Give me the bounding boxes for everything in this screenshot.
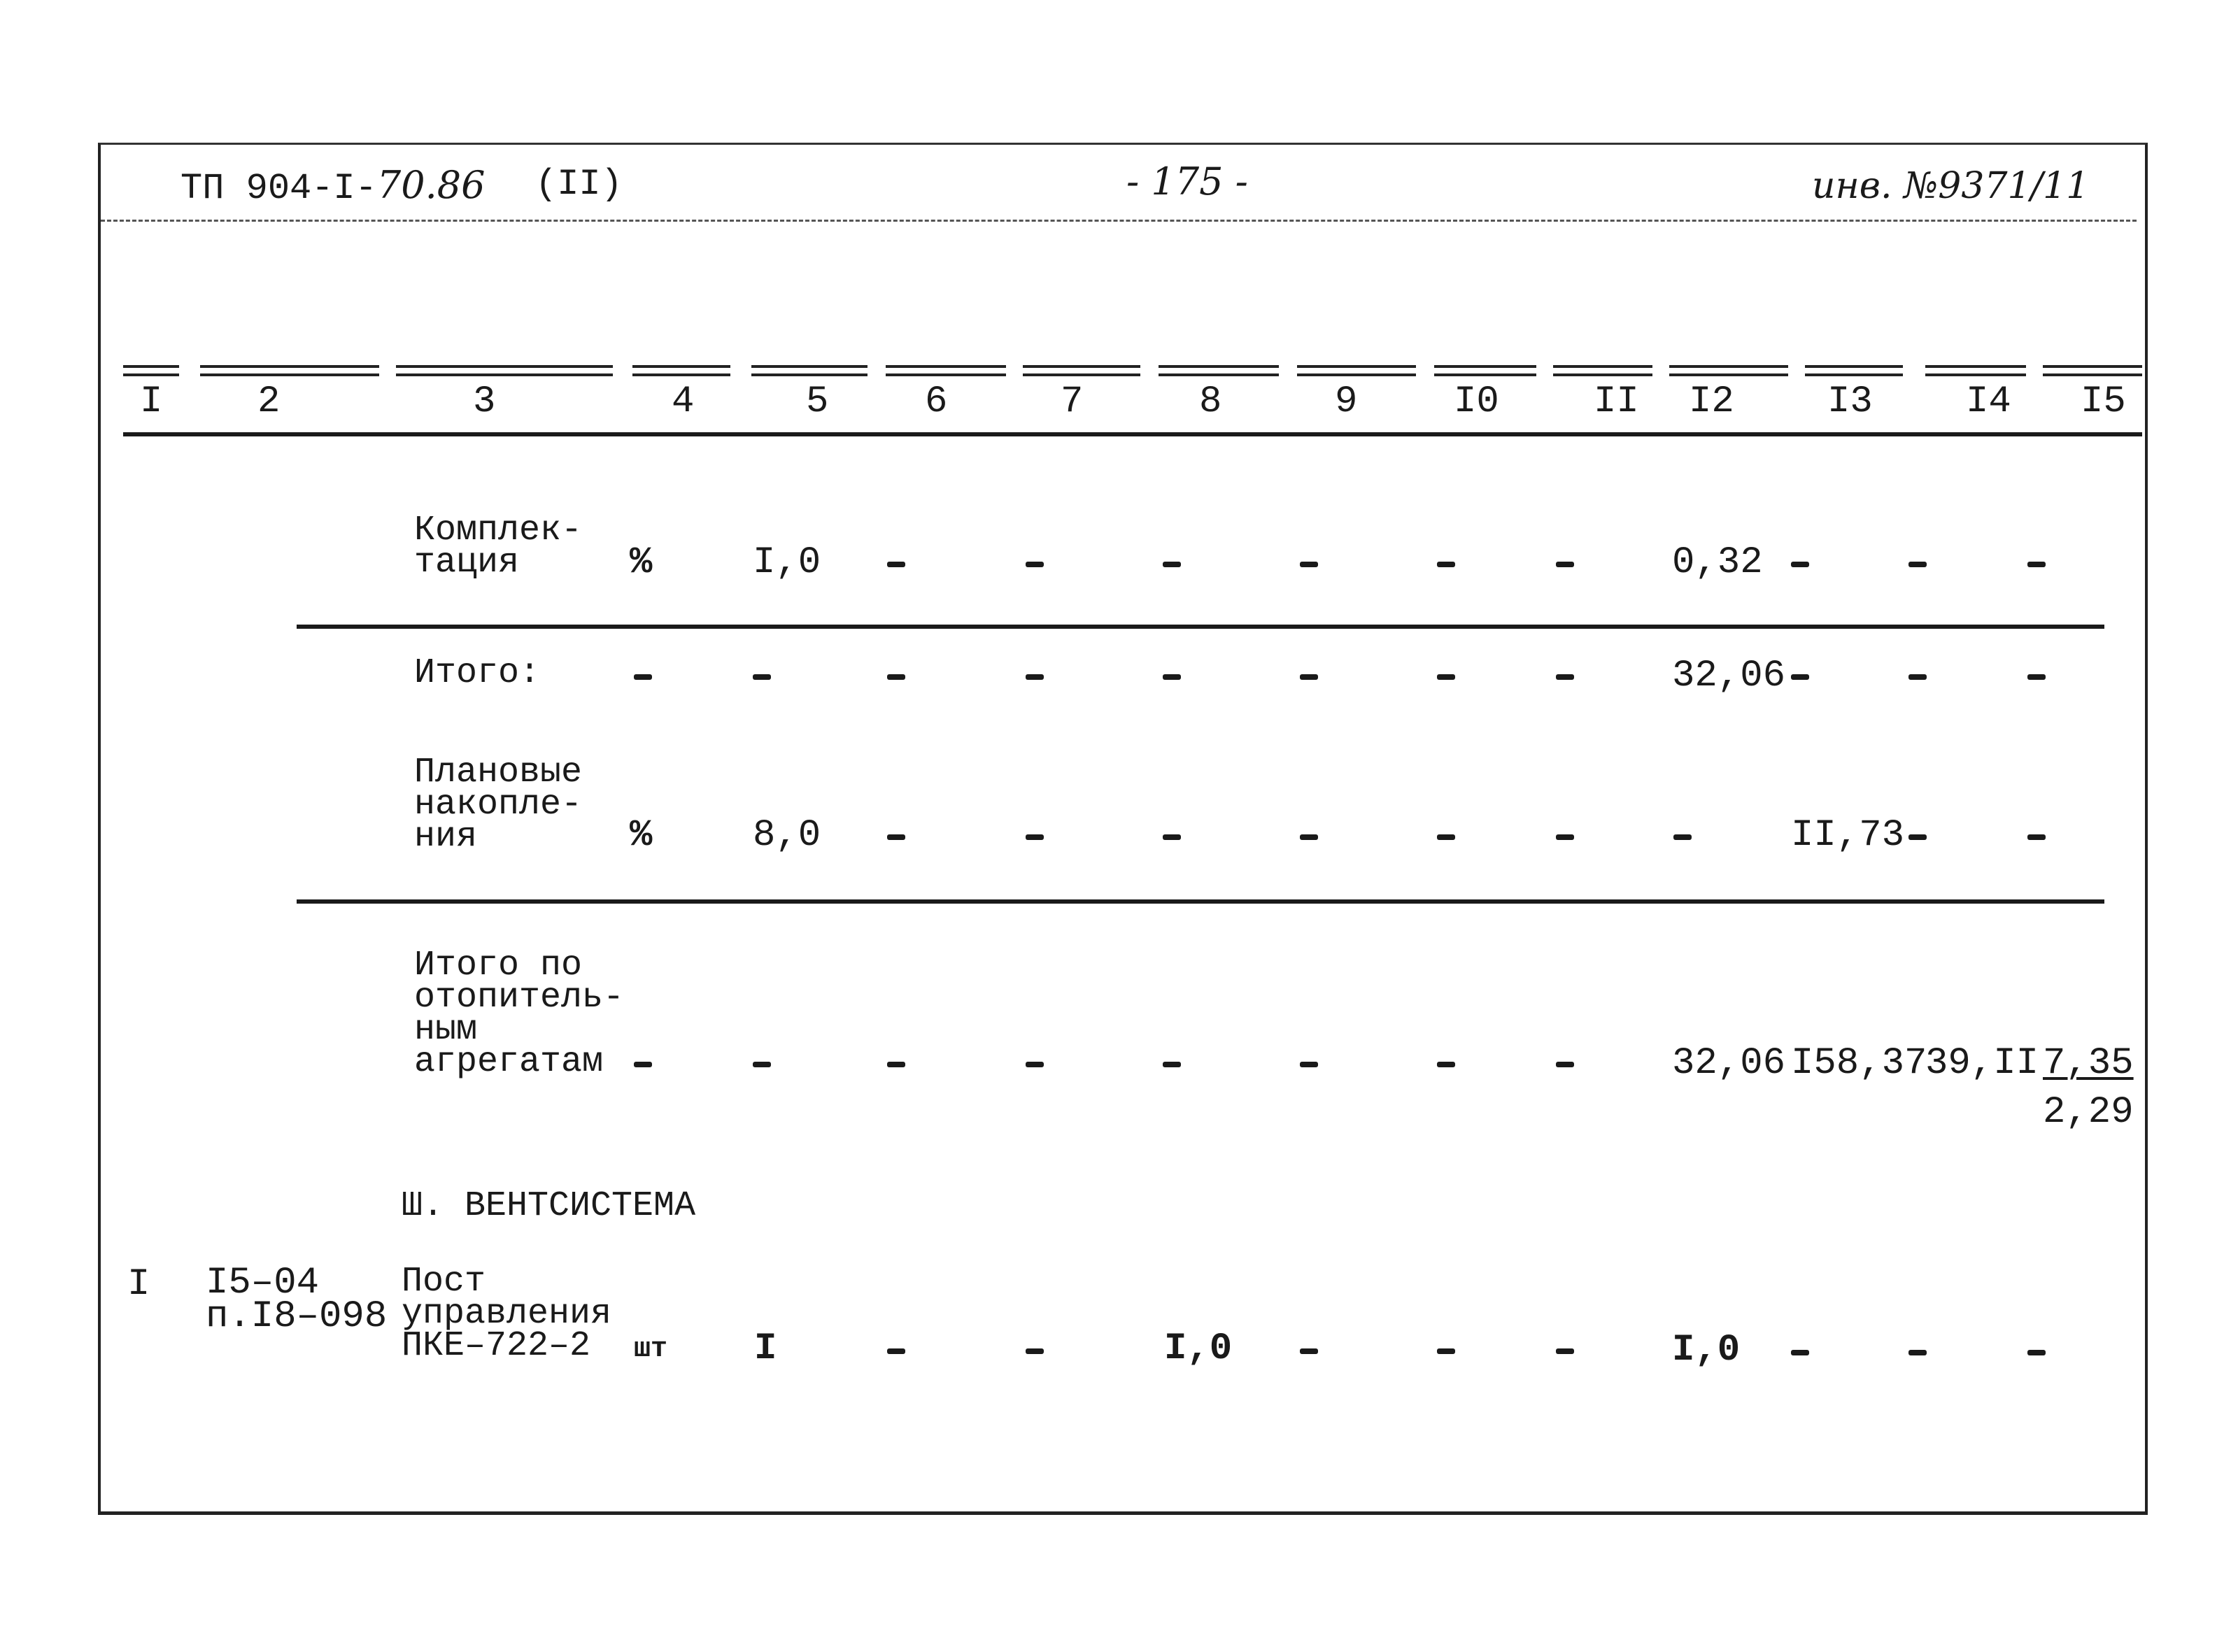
row-unit: % [630,541,653,584]
row-value-col13: I58,37 [1791,1042,1927,1085]
row-value-col12: 0,32 [1672,541,1763,584]
empty-cell-dash [1026,834,1044,840]
row-unit: шт [634,1334,668,1365]
column-header-15: I5 [2081,380,2126,423]
column-header-13: I3 [1827,380,1873,423]
empty-cell-dash [1163,562,1181,567]
column-header-4: 4 [672,380,695,423]
empty-cell-dash [2027,1350,2046,1355]
header-rule [2043,365,2142,376]
header-rule [1805,365,1903,376]
row-value-col12: I,0 [1672,1329,1741,1372]
header-bottom-rule [123,432,2142,436]
page-number: - 175 - [1126,159,1248,204]
header-divider [101,220,2137,222]
header-rule [1434,365,1536,376]
empty-cell-dash [2027,674,2046,680]
row-index: I [127,1263,150,1306]
empty-cell-dash [1556,674,1574,680]
column-header-5: 5 [806,380,829,423]
empty-cell-dash [1908,834,1927,840]
column-header-7: 7 [1061,380,1084,423]
empty-cell-dash [2027,834,2046,840]
empty-cell-dash [1437,1348,1455,1354]
empty-cell-dash [1437,1062,1455,1067]
empty-cell-dash [1026,1062,1044,1067]
empty-cell-dash [634,674,652,680]
header-rule [632,365,730,376]
empty-cell-dash [1556,562,1574,567]
row-code-line2: п.I8–098 [206,1295,388,1338]
empty-cell-dash [1437,562,1455,567]
empty-cell-dash [1908,1350,1927,1355]
row-value-col15-denominator: 2,29 [2043,1091,2134,1134]
header-rule [396,365,613,376]
empty-cell-dash [887,834,905,840]
row-code-line1: I5–04 [206,1262,320,1304]
row-value-col14: 39,II [1925,1042,2039,1085]
header-rule [1023,365,1140,376]
empty-cell-dash [1300,1348,1318,1354]
empty-cell-dash [1437,834,1455,840]
header-rule [1553,365,1652,376]
column-header-2: 2 [257,380,281,423]
empty-cell-dash [1026,674,1044,680]
column-header-6: 6 [925,380,948,423]
project-number: 70.86 [376,163,486,207]
empty-cell-dash [887,562,905,567]
empty-cell-dash [753,674,771,680]
row-value-col5: I,0 [753,541,821,584]
column-header-12: I2 [1689,380,1734,423]
empty-cell-dash [1300,674,1318,680]
header-rule [1297,365,1416,376]
empty-cell-dash [1908,562,1927,567]
row-unit: % [630,814,653,857]
empty-cell-dash [1556,834,1574,840]
empty-cell-dash [1026,562,1044,567]
header-rule [1669,365,1788,376]
empty-cell-dash [1556,1348,1574,1354]
row-value-col5: 8,0 [753,814,821,857]
column-header-11: II [1594,380,1639,423]
empty-cell-dash [1673,834,1692,840]
empty-cell-dash [634,1062,652,1067]
empty-cell-dash [1300,562,1318,567]
row-value-col15-numerator: 7,35 [2043,1042,2134,1085]
row-label-itogo-po-otopitelnym-agregatam: Итого по отопитель- ным агрегатам [414,946,625,1082]
column-header-8: 8 [1199,380,1222,423]
column-header-14: I4 [1966,380,2011,423]
empty-cell-dash [1437,674,1455,680]
empty-cell-dash [1163,834,1181,840]
row-label-komplektatsiya: Комплек- тация [414,511,583,583]
row-value-col13: II,73 [1791,814,1905,857]
empty-cell-dash [2027,562,2046,567]
row-label-post-upravleniya: Пост управления ПКЕ–722–2 [402,1262,612,1366]
header-rule [751,365,867,376]
inventory-number: инв. №9371/11 [1812,165,2090,207]
header-rule [123,365,179,376]
project-code-text: ТП 904-I- [180,168,377,209]
project-code [180,163,486,209]
column-header-1: I [140,380,163,423]
column-header-3: 3 [473,380,496,423]
empty-cell-dash [1908,674,1927,680]
empty-cell-dash [1791,1350,1809,1355]
empty-cell-dash [887,1348,905,1354]
volume-label: (II) [535,164,623,205]
section-title: Ш. ВЕНТСИСТЕМА [402,1186,696,1226]
row-separator [297,899,2104,904]
empty-cell-dash [1791,674,1809,680]
row-value-col12: 32,06 [1672,1042,1786,1085]
empty-cell-dash [1026,1348,1044,1354]
empty-cell-dash [1300,1062,1318,1067]
row-value-col12: 32,06 [1672,655,1786,697]
empty-cell-dash [1791,562,1809,567]
empty-cell-dash [1163,674,1181,680]
empty-cell-dash [887,674,905,680]
row-label-planovye-nakopleniya: Плановые накопле- ния [414,753,583,857]
empty-cell-dash [1300,834,1318,840]
row-value-col5: I [754,1327,777,1370]
row-value-col8: I,0 [1164,1327,1233,1370]
header-rule [886,365,1006,376]
column-header-9: 9 [1335,380,1358,423]
column-header-10: I0 [1454,380,1499,423]
row-label-itogo: Итого: [414,653,541,693]
header-rule [1925,365,2026,376]
empty-cell-dash [1556,1062,1574,1067]
empty-cell-dash [1163,1062,1181,1067]
header-rule [200,365,379,376]
row-separator [297,625,2104,629]
empty-cell-dash [753,1062,771,1067]
empty-cell-dash [887,1062,905,1067]
header-rule [1159,365,1279,376]
